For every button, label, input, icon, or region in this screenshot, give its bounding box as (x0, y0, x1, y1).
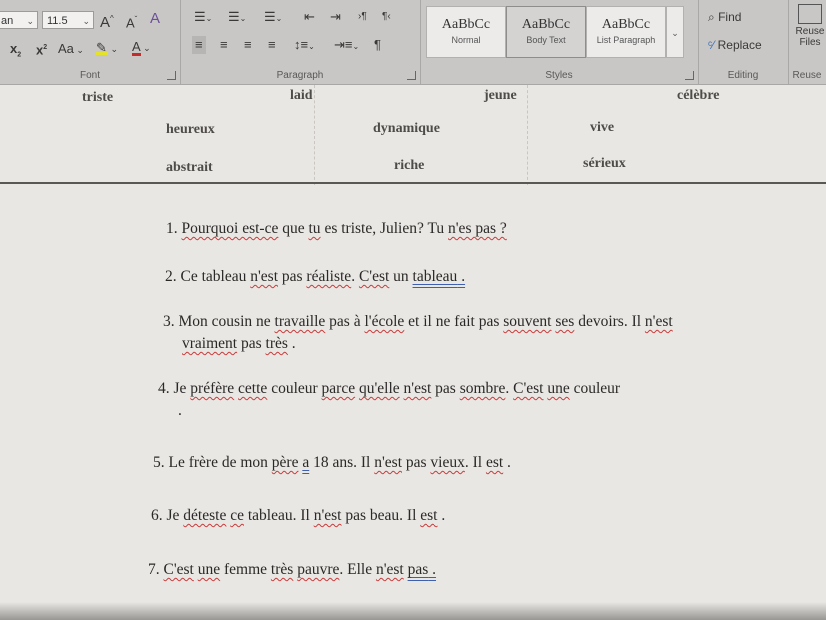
screen-shadow (0, 602, 826, 620)
word: n'est (375, 561, 404, 578)
word: une (197, 561, 221, 578)
align-center-button[interactable] (220, 37, 228, 53)
word: préfère (190, 380, 235, 397)
chevron-down-icon: ⌄ (671, 28, 679, 38)
text: . (457, 268, 466, 285)
word: l'école (364, 313, 405, 330)
chevron-down-icon: ⌄ (82, 16, 90, 26)
word: n'est (644, 313, 673, 330)
style-normal[interactable] (426, 6, 506, 58)
shrink-font-icon: A (126, 15, 135, 31)
highlighter-icon: ✎ (96, 40, 107, 55)
grow-font-button[interactable]: A^ (100, 14, 114, 31)
superscript-icon: x (36, 42, 44, 58)
question-number: 1. (166, 220, 178, 237)
chevron-down-icon: ⌄ (26, 16, 34, 26)
reuse-label-line1: Reuse (795, 26, 825, 37)
word: pas (407, 561, 429, 578)
text: . (351, 268, 359, 285)
text: Je (173, 380, 191, 397)
question-number: 6. (151, 507, 163, 524)
replace-label: Replace (717, 38, 762, 52)
text: . (505, 380, 514, 397)
text: Je (166, 507, 184, 524)
text: devoirs. Il (574, 313, 645, 330)
font-color-icon: A (132, 39, 141, 54)
text: pas (402, 454, 431, 471)
word: sombre (459, 380, 506, 397)
word: père (271, 454, 299, 471)
shading-button[interactable]: ⇥≡⌄ (334, 37, 360, 52)
font-size-dropdown[interactable] (42, 11, 94, 29)
numbering-icon: ☰ (228, 9, 240, 24)
styles-group (420, 0, 699, 84)
table-gridline (527, 85, 528, 185)
word-bank-item: sérieux (583, 156, 626, 171)
reuse-group (788, 0, 826, 84)
word: réaliste (306, 268, 352, 285)
word-bank-item: célèbre (677, 88, 720, 103)
clear-formatting-button[interactable] (150, 11, 160, 27)
word: C'est (163, 561, 194, 578)
question-6 (151, 506, 445, 526)
text: Ce tableau (180, 268, 251, 285)
question-7 (148, 560, 436, 580)
font-name-value: an (1, 15, 14, 27)
styles-group-label: Styles (545, 70, 573, 81)
font-name-dropdown[interactable] (0, 11, 38, 29)
text: pas (237, 335, 266, 352)
text: . (428, 561, 437, 578)
text: couleur (267, 380, 322, 397)
styles-dialog-launcher-icon[interactable] (685, 71, 694, 80)
paragraph-group-label: Paragraph (276, 70, 324, 81)
font-dialog-launcher-icon[interactable] (167, 71, 176, 80)
multilevel-list-button[interactable]: ☰⌄ (264, 9, 283, 24)
word: vraiment (182, 335, 238, 352)
word: ses (555, 313, 575, 330)
text: femme (220, 561, 271, 578)
reuse-files-button[interactable] (794, 4, 826, 48)
question-number: 3. (163, 313, 175, 330)
font-size-value: 11.5 (47, 15, 68, 27)
text: . Il (464, 454, 486, 471)
line-spacing-button[interactable]: ↕≡⌄ (294, 37, 315, 52)
increase-indent-button[interactable] (330, 9, 341, 25)
question-number: 2. (165, 268, 177, 285)
justify-icon: ≡ (268, 37, 276, 52)
word-bank-item: jeune (484, 88, 517, 103)
decrease-indent-button[interactable] (304, 9, 315, 25)
editing-group-label: Editing (727, 70, 759, 81)
word: pauvre (297, 561, 340, 578)
question-3 (163, 312, 673, 332)
replace-icon: ᶜ⁄ (708, 38, 715, 52)
bullets-button[interactable]: ☰⌄ (194, 9, 213, 24)
word: C'est (358, 268, 390, 285)
word: souvent (503, 313, 552, 330)
ltr-button[interactable] (358, 9, 367, 25)
rtl-button[interactable] (382, 9, 391, 25)
editing-group (698, 0, 789, 84)
word: a (302, 454, 310, 471)
word: une (547, 380, 570, 397)
word: C'est (513, 380, 544, 397)
text: un (389, 268, 413, 285)
word: n'est (313, 507, 342, 524)
table-gridline (314, 85, 315, 185)
rtl-icon: ¶‹ (382, 11, 391, 22)
paragraph-dialog-launcher-icon[interactable] (407, 71, 416, 80)
align-center-icon: ≡ (220, 37, 228, 52)
word: cette (238, 380, 268, 397)
bullets-icon: ☰ (194, 9, 206, 24)
word: est (485, 454, 504, 471)
style-name: Normal (451, 35, 481, 45)
highlight-button[interactable]: ✎ ⌄ (96, 40, 119, 55)
text: . Elle (339, 561, 376, 578)
text: . (437, 507, 446, 524)
word-bank-item: triste (82, 90, 114, 105)
text: pas à (325, 313, 365, 330)
text: couleur (569, 380, 621, 397)
text: tableau. Il (243, 507, 314, 524)
align-right-icon: ≡ (244, 37, 252, 52)
text: que (278, 220, 309, 237)
word: très (265, 335, 288, 352)
word: est (420, 507, 438, 524)
word: tu (308, 220, 321, 237)
word: vieux (430, 454, 465, 471)
justify-button[interactable] (268, 37, 276, 53)
question-number: 4. (158, 380, 170, 397)
find-button[interactable] (708, 10, 741, 25)
style-name: Body Text (526, 35, 566, 45)
multilevel-list-icon: ☰ (264, 9, 276, 24)
question-number: 5. (153, 454, 165, 471)
style-list-paragraph[interactable] (586, 6, 666, 58)
word-bank-item: vive (590, 120, 615, 135)
pilcrow-icon: ¶ (374, 37, 381, 52)
style-name: List Paragraph (596, 35, 656, 45)
section-divider (0, 182, 826, 184)
word: très (270, 561, 294, 578)
word: n'est (403, 380, 432, 397)
font-group-label: Font (79, 70, 100, 81)
ltr-icon: ›¶ (358, 11, 367, 22)
change-case-icon: Aa (58, 41, 74, 56)
text: et il ne fait pas (404, 313, 504, 330)
search-icon: ⌕ (708, 10, 715, 24)
word-bank-item: laid (290, 88, 313, 103)
style-sample: AaBbCc (601, 17, 651, 32)
text: . (503, 454, 511, 471)
question-3-continuation (182, 334, 296, 354)
line-spacing-icon: ↕≡ (294, 37, 309, 52)
word: Pourquoi est-ce (181, 220, 279, 237)
question-2 (165, 267, 465, 287)
word-bank-item: dynamique (373, 121, 440, 136)
word-bank-item: riche (394, 158, 425, 173)
ribbon (0, 0, 826, 85)
numbering-button[interactable]: ☰⌄ (228, 9, 247, 24)
increase-indent-icon: ⇥ (330, 9, 341, 24)
style-sample: AaBbCc (521, 17, 571, 32)
style-sample: AaBbCc (441, 17, 491, 32)
text: 18 ans. Il (309, 454, 375, 471)
subscript-button[interactable]: $x_2$ (10, 41, 22, 59)
text: pas (278, 268, 307, 285)
shrink-font-button[interactable]: $A^ˇ$ (126, 15, 138, 31)
align-left-icon: ≡ (195, 37, 203, 52)
text: . (287, 335, 296, 352)
question-5 (153, 453, 511, 473)
show-formatting-button[interactable] (374, 37, 381, 53)
word: parce (321, 380, 356, 397)
align-left-button[interactable] (192, 36, 206, 54)
subscript-icon: x (10, 41, 18, 56)
decrease-indent-icon: ⇤ (304, 9, 315, 24)
reuse-files-icon (798, 4, 822, 24)
replace-button[interactable] (708, 38, 762, 52)
find-label: Find (718, 10, 742, 24)
align-right-button[interactable] (244, 37, 252, 53)
shading-icon: ⇥≡ (334, 37, 353, 52)
font-group (0, 0, 181, 84)
word: n'est (250, 268, 278, 285)
text: pas beau. Il (341, 507, 421, 524)
document-page[interactable] (0, 85, 826, 620)
change-case-button[interactable]: Aa ⌄ (58, 41, 84, 56)
font-color-button[interactable]: A ⌄ (132, 39, 151, 54)
text: Mon cousin ne (178, 313, 275, 330)
text: Le frère de mon (168, 454, 272, 471)
styles-more-button[interactable] (666, 6, 684, 58)
paragraph-group (180, 0, 421, 84)
reuse-label-line2: Files (799, 37, 821, 48)
text: es triste, Julien? Tu (320, 220, 449, 237)
question-number: 7. (148, 561, 160, 578)
text: . (178, 402, 182, 419)
grow-font-icon: A (100, 14, 111, 31)
style-body-text[interactable] (506, 6, 586, 58)
word: déteste (183, 507, 227, 524)
word: n'es pas ? (448, 220, 507, 237)
word: ce (230, 507, 244, 524)
word: qu'elle (358, 380, 400, 397)
clear-formatting-icon: A (150, 10, 161, 27)
question-4-continuation (178, 401, 182, 421)
reuse-group-label: Reuse (792, 70, 822, 81)
question-4 (158, 379, 620, 399)
word-bank-item: abstrait (166, 160, 213, 175)
word: travaille (274, 313, 326, 330)
text: pas (431, 380, 460, 397)
word: n'est (374, 454, 402, 471)
word: tableau (412, 268, 458, 285)
word-bank-item: heureux (166, 122, 215, 137)
question-1 (166, 219, 507, 239)
superscript-button[interactable]: $x^2$ (36, 42, 48, 58)
